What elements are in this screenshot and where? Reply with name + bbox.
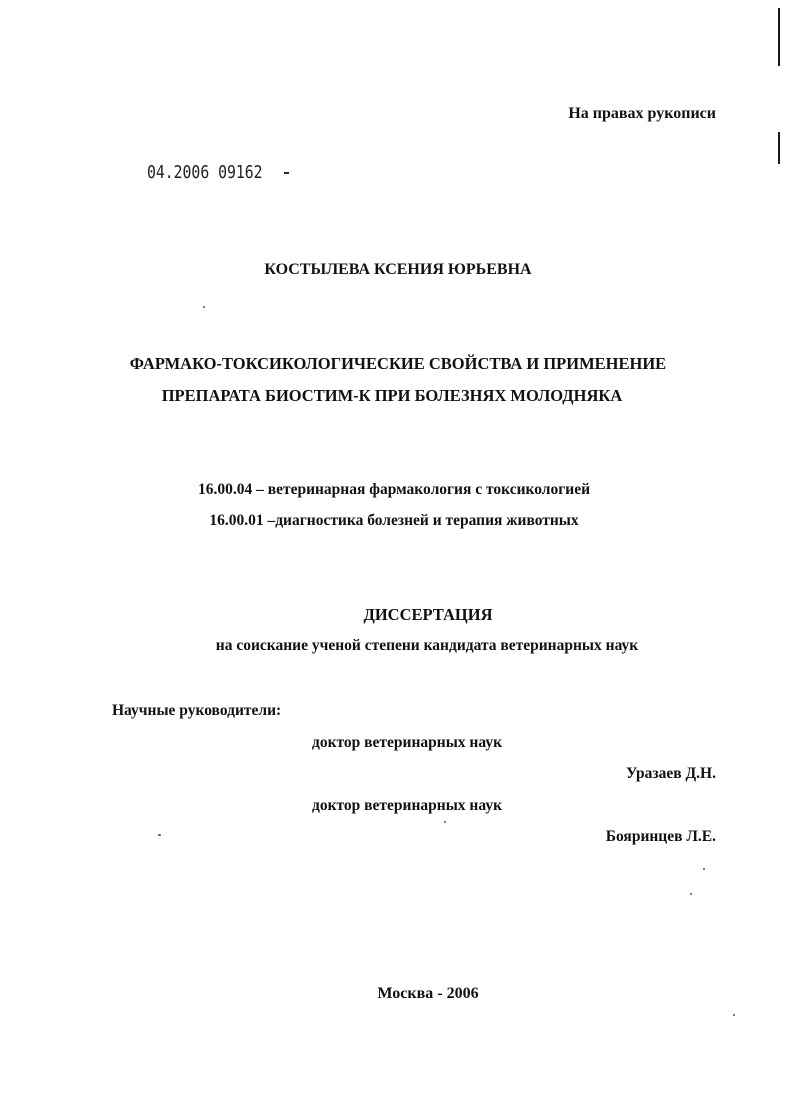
scan-edge-line-top [778, 8, 780, 66]
scan-edge-line-middle [778, 132, 780, 164]
supervisor-1-degree: доктор ветеринарных наук [312, 734, 503, 751]
document-type: ДИССЕРТАЦИЯ [363, 605, 493, 624]
dissertation-title-line-2: ПРЕПАРАТА БИОСТИМ-К ПРИ БОЛЕЗНЯХ МОЛОДНЯКА [161, 386, 623, 405]
supervisors-heading: Научные руководители: [112, 702, 282, 719]
scan-speck [444, 821, 446, 823]
degree-statement: на соискание ученой степени кандидата ветеринарных наук [215, 637, 639, 654]
registration-stamp-number: 04.2006 09162 [147, 162, 263, 183]
scan-speck [158, 834, 161, 836]
scan-speck [690, 893, 692, 895]
scan-speck [203, 306, 205, 308]
supervisor-2-name: Бояринцев Л.Е. [605, 828, 716, 845]
rights-notice: На правах рукописи [568, 105, 716, 122]
supervisor-1-name: Уразаев Д.Н. [625, 765, 716, 782]
specialty-1: 16.00.04 – ветеринарная фармакология с токсикологией [197, 481, 591, 498]
city-year: Москва - 2006 [377, 985, 479, 1002]
author-name: КОСТЫЛЕВА КСЕНИЯ ЮРЬЕВНА [264, 261, 532, 278]
dissertation-title-line-1: ФАРМАКО-ТОКСИКОЛОГИЧЕСКИЕ СВОЙСТВА И ПРИМЕНЕНИЕ [129, 354, 667, 373]
scan-speck [733, 1014, 735, 1016]
supervisor-2-degree: доктор ветеринарных наук [312, 797, 503, 814]
scan-speck [703, 868, 705, 870]
stamp-dash-mark [284, 172, 289, 174]
specialty-2: 16.00.01 –диагностика болезней и терапия животных [209, 512, 579, 529]
